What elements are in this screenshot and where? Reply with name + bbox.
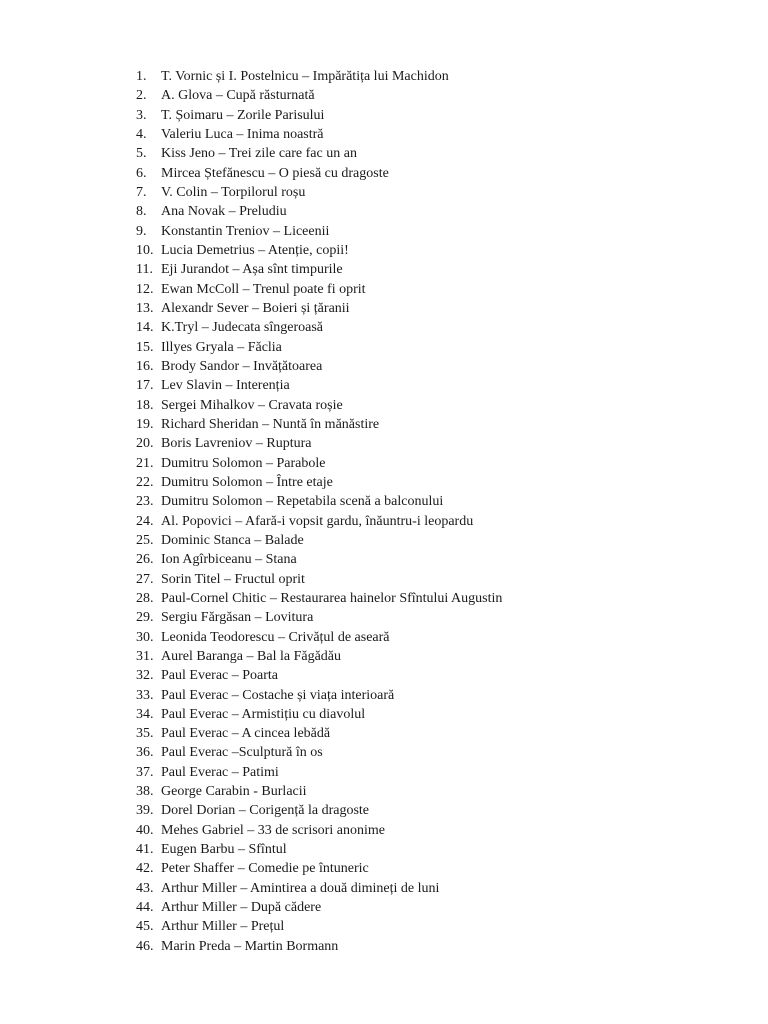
list-item [0, 550, 768, 569]
list-item [0, 222, 768, 241]
list-item-number: 13. [136, 300, 154, 316]
list-item [0, 666, 768, 685]
list-item-text: Al. Popovici – Afară-i vopsit gardu, înăuntru-i leopardu [161, 513, 474, 529]
list-item-number: 28. [136, 590, 154, 606]
list-item-text: Peter Shaffer – Comedie pe întuneric [161, 861, 369, 877]
list-item-text: K.Tryl – Judecata sîngeroasă [161, 320, 324, 336]
list-item [0, 144, 768, 163]
list-item [0, 280, 768, 299]
list-item-text: Paul Everac – A cincea lebădă [161, 726, 331, 742]
list-item [0, 260, 768, 279]
list-item [0, 531, 768, 550]
list-item-text: Mircea Ștefănescu – O piesă cu dragoste [161, 165, 389, 181]
list-item-number: 12. [136, 281, 154, 297]
list-item-text: George Carabin - Burlacii [161, 784, 307, 800]
list-item-number: 9. [136, 223, 147, 239]
list-item-number: 22. [136, 474, 154, 490]
list-item [0, 724, 768, 743]
list-item-text: Lev Slavin – Interenția [161, 378, 290, 394]
list-item [0, 628, 768, 647]
list-item-text: Konstantin Treniov – Liceenii [161, 223, 330, 239]
list-item-text: Arthur Miller – Prețul [161, 919, 285, 935]
list-item-text: V. Colin – Torpilorul roșu [161, 184, 306, 200]
list-item-number: 39. [136, 803, 154, 819]
list-item [0, 512, 768, 531]
list-item-text: Paul Everac – Armistițiu cu diavolul [161, 706, 366, 722]
list-item [0, 782, 768, 801]
list-item-number: 32. [136, 668, 154, 684]
list-item [0, 202, 768, 221]
list-item-number: 11. [136, 262, 153, 278]
list-item-number: 30. [136, 629, 154, 645]
list-item-number: 44. [136, 900, 154, 916]
list-item-text: Richard Sheridan – Nuntă în mănăstire [161, 416, 380, 432]
list-item-text: Sergei Mihalkov – Cravata roșie [161, 397, 343, 413]
list-item-text: Kiss Jeno – Trei zile care fac un an [161, 146, 357, 162]
list-item-text: T. Șoimaru – Zorile Parisului [161, 107, 325, 123]
list-item-text: A. Glova – Cupă răsturnată [161, 88, 315, 104]
list-item [0, 86, 768, 105]
list-item-number: 37. [136, 764, 154, 780]
list-item-number: 25. [136, 532, 154, 548]
list-item [0, 840, 768, 859]
list-item-number: 16. [136, 358, 154, 374]
list-item-number: 33. [136, 687, 154, 703]
list-item [0, 338, 768, 357]
list-item [0, 898, 768, 917]
list-item-number: 38. [136, 784, 154, 800]
list-item [0, 589, 768, 608]
list-item-text: Dominic Stanca – Balade [161, 532, 304, 548]
list-item [0, 705, 768, 724]
list-item-number: 6. [136, 165, 147, 181]
list-item [0, 492, 768, 511]
list-item-number: 43. [136, 880, 154, 896]
list-item-text: Valeriu Luca – Inima noastră [161, 126, 324, 142]
list-item-text: Sorin Titel – Fructul oprit [161, 571, 305, 587]
list-item [0, 164, 768, 183]
list-item [0, 396, 768, 415]
list-item [0, 415, 768, 434]
list-item-text: Dumitru Solomon – Repetabila scenă a balconului [161, 494, 444, 510]
list-item-number: 24. [136, 513, 154, 529]
list-item-number: 26. [136, 552, 154, 568]
list-item-text: T. Vornic și I. Postelnicu – Impărătița lui Machidon [161, 69, 449, 84]
list-item-number: 35. [136, 726, 154, 742]
list-item-number: 1. [136, 69, 147, 84]
list-item-number: 41. [136, 842, 154, 858]
list-item-number: 27. [136, 571, 154, 587]
list-item-number: 42. [136, 861, 154, 877]
list-item-number: 5. [136, 146, 147, 162]
list-item-text: Paul-Cornel Chitic – Restaurarea hainelor Sfîntului Augustin [161, 590, 503, 606]
list-item [0, 183, 768, 202]
list-item-text: Paul Everac –Sculptură în os [161, 745, 323, 761]
list-item-number: 29. [136, 610, 154, 626]
list-item-number: 7. [136, 184, 147, 200]
list-item-number: 18. [136, 397, 154, 413]
list-item [0, 241, 768, 260]
list-item [0, 570, 768, 589]
list-item-number: 10. [136, 242, 154, 258]
list-item [0, 763, 768, 782]
list-item-text: Arthur Miller – După cădere [161, 900, 322, 916]
list-item-text: Lucia Demetrius – Atenție, copii! [161, 242, 349, 258]
list-item-number: 40. [136, 822, 154, 838]
list-item [0, 917, 768, 936]
list-item [0, 743, 768, 762]
list-item-number: 46. [136, 938, 154, 954]
list-item [0, 473, 768, 492]
list-item [0, 686, 768, 705]
list-item-number: 34. [136, 706, 154, 722]
list-item-number: 4. [136, 126, 147, 142]
list-item-number: 8. [136, 204, 147, 220]
list-item [0, 647, 768, 666]
list-item-text: Mehes Gabriel – 33 de scrisori anonime [161, 822, 385, 838]
list-item-text: Leonida Teodorescu – Crivățul de aseară [161, 629, 390, 645]
list-item [0, 434, 768, 453]
list-item-text: Boris Lavreniov – Ruptura [161, 436, 312, 452]
list-item [0, 821, 768, 840]
list-item-text: Dumitru Solomon – Între etaje [161, 474, 333, 490]
list-item-text: Eji Jurandot – Așa sînt timpurile [161, 262, 343, 278]
list-item-text: Marin Preda – Martin Bormann [161, 938, 339, 954]
list-item [0, 859, 768, 878]
list-item [0, 357, 768, 376]
list-item-text: Aurel Baranga – Bal la Făgădău [161, 648, 341, 664]
list-item-text: Eugen Barbu – Sfîntul [161, 842, 287, 858]
list-item-number: 2. [136, 88, 147, 104]
list-item-number: 19. [136, 416, 154, 432]
list-item-text: Paul Everac – Poarta [161, 668, 279, 684]
list-item-number: 45. [136, 919, 154, 935]
list-item-text: Ana Novak – Preludiu [161, 204, 287, 220]
list-item [0, 879, 768, 898]
list-item-number: 15. [136, 339, 154, 355]
list-item-number: 17. [136, 378, 154, 394]
list-item-text: Paul Everac – Patimi [161, 764, 279, 780]
list-item [0, 608, 768, 627]
list-item [0, 125, 768, 144]
list-item-number: 21. [136, 455, 154, 471]
list-item [0, 376, 768, 395]
list-item-number: 36. [136, 745, 154, 761]
list-item-text: Illyes Gryala – Făclia [161, 339, 282, 355]
list-item-number: 23. [136, 494, 154, 510]
list-item-text: Alexandr Sever – Boieri și țăranii [161, 300, 350, 316]
list-item [0, 67, 768, 86]
list-item [0, 106, 768, 125]
list-item [0, 299, 768, 318]
list-item [0, 318, 768, 337]
list-item-number: 3. [136, 107, 147, 123]
list-item-number: 14. [136, 320, 154, 336]
list-item-text: Dumitru Solomon – Parabole [161, 455, 326, 471]
list-item-number: 31. [136, 648, 154, 664]
list-item-text: Sergiu Fărgăsan – Lovitura [161, 610, 314, 626]
list-item-text: Paul Everac – Costache și viața interioară [161, 687, 395, 703]
list-item [0, 937, 768, 956]
list-item-number: 20. [136, 436, 154, 452]
list-item-text: Ewan McColl – Trenul poate fi oprit [161, 281, 366, 297]
list-item-text: Brody Sandor – Invățătoarea [161, 358, 323, 374]
list-item-text: Dorel Dorian – Corigență la dragoste [161, 803, 369, 819]
numbered-list [0, 67, 768, 956]
list-item-text: Ion Agîrbiceanu – Stana [161, 552, 297, 568]
list-item [0, 454, 768, 473]
list-item [0, 801, 768, 820]
list-item-text: Arthur Miller – Amintirea a două dimineți de luni [161, 880, 440, 896]
